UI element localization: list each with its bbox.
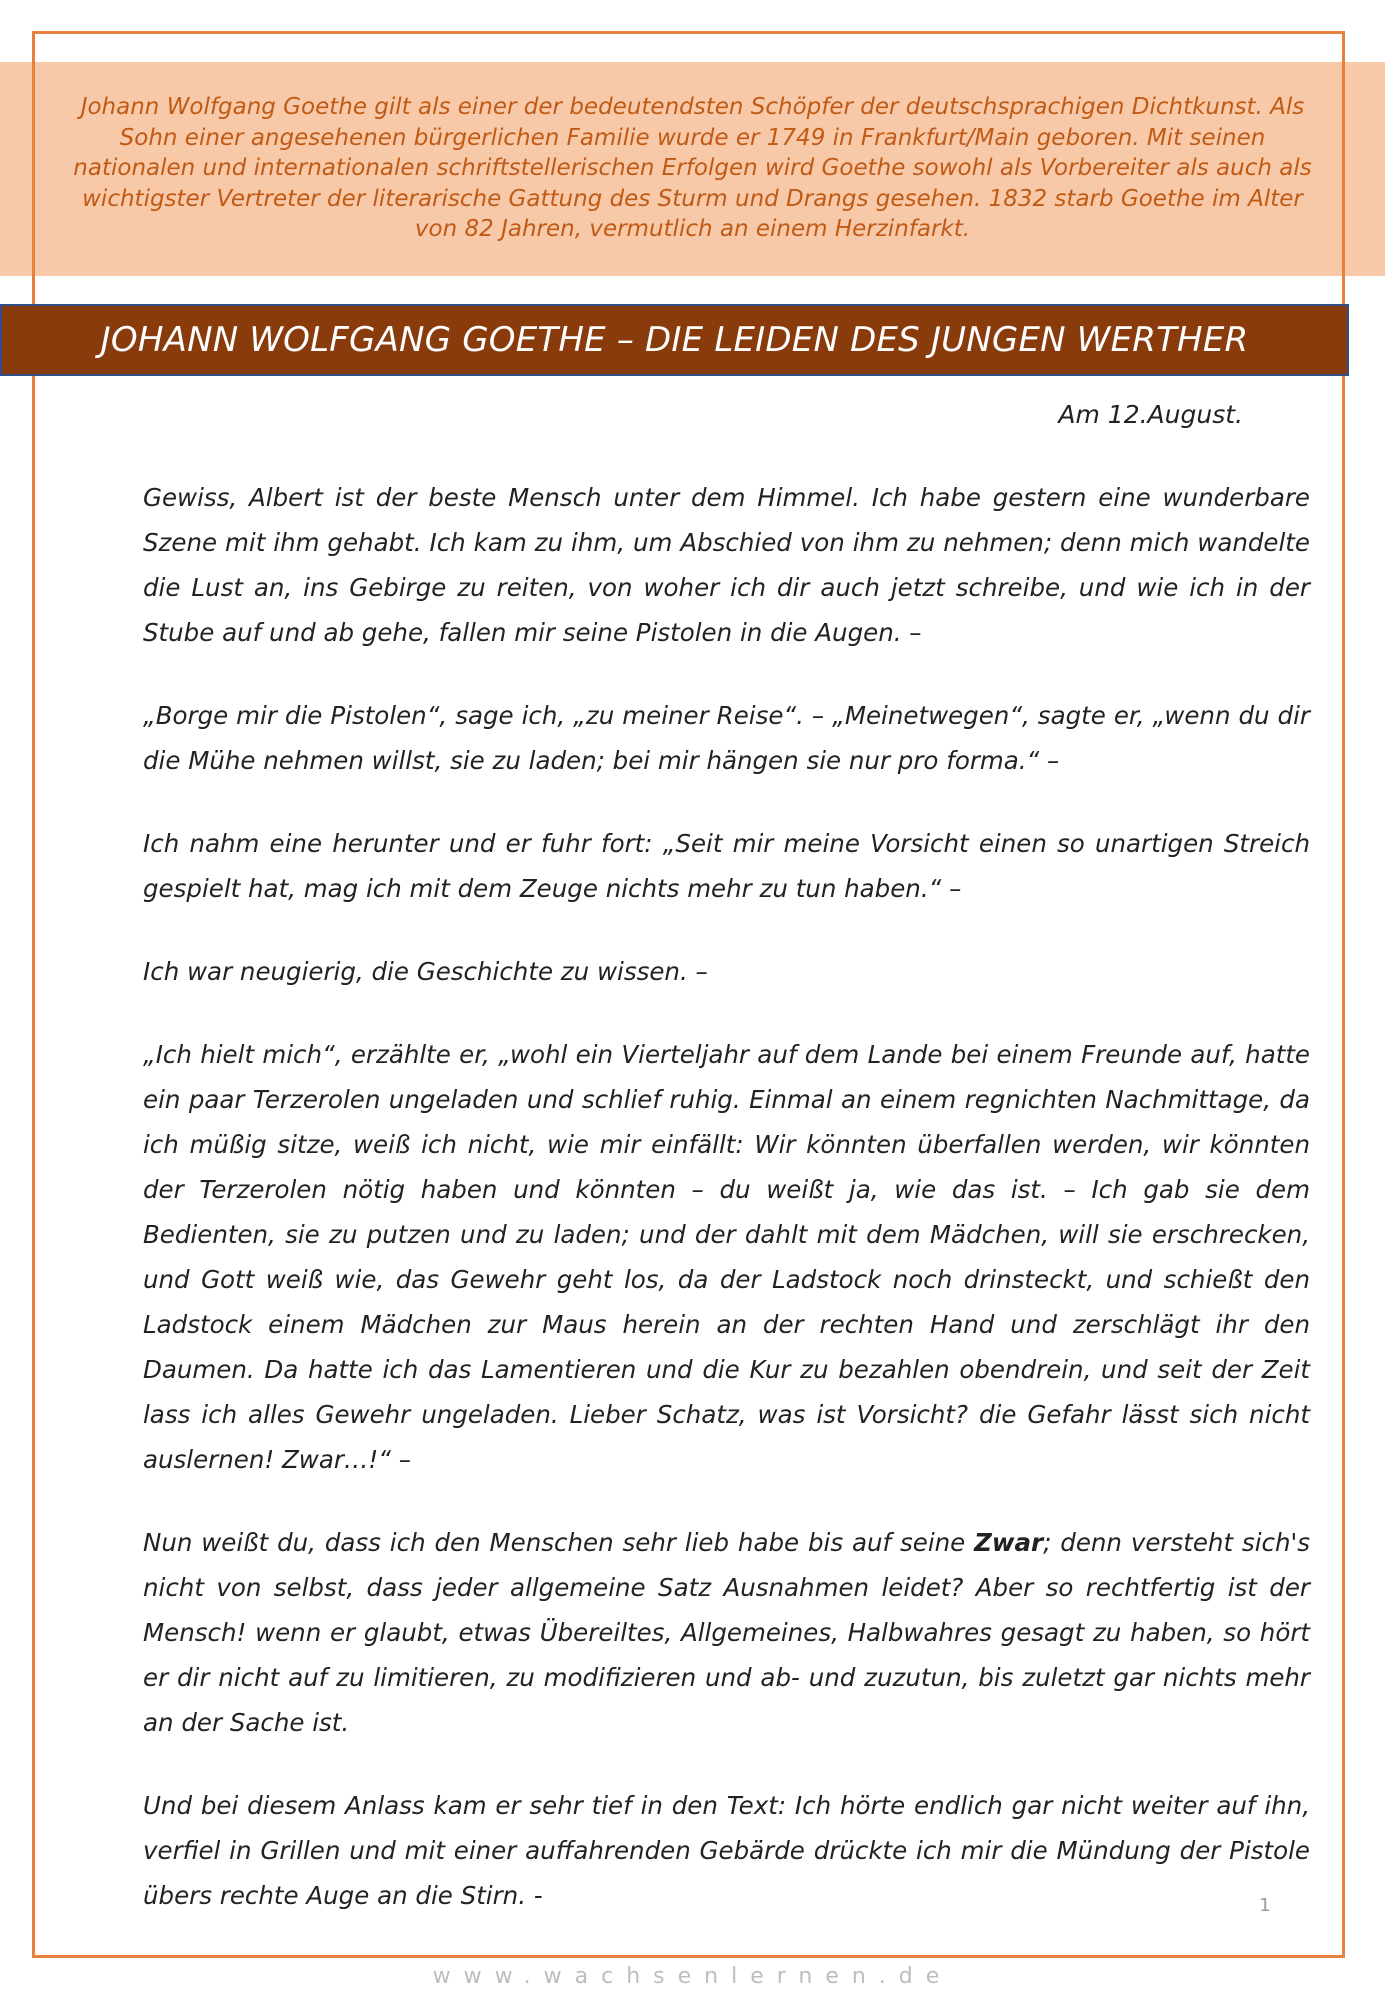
paragraph-7: Und bei diesem Anlass kam er sehr tief in den Text: Ich hörte endlich gar nicht weiter auf ihn, verfiel in Grillen und mit einer auffahrenden Gebärde drückte ich mir die Mündung der Pistole übers rechte Auge an die Stirn. -	[143, 1791, 1310, 1910]
intro-text: Johann Wolfgang Goethe gilt als einer der bedeutendsten Schöpfer der deutschsprachigen Dichtkunst. Als Sohn einer angesehenen bürgerlichen Familie wurde er 1749 in Frankfurt/Main geboren. Mit seinen nationalen und internationalen schriftstellerischen Erfolgen wird Goethe sowohl als Vorbereiter als auch als wichtigster Vertreter der literarische Gattung des Sturm und Drangs gesehen. 1832 starb Goethe im Alter von 82 Jahren, vermutlich an einem Herzinfarkt.	[73, 94, 1312, 242]
paragraph-4: Ich war neugierig, die Geschichte zu wissen. –	[143, 957, 708, 986]
title-bar	[0, 304, 1349, 376]
paragraph-6	[143, 1520, 1310, 1745]
paragraph-6-start: Nun weißt du, dass ich den Menschen sehr lieb habe bis auf seine	[143, 1528, 975, 1557]
letter-body	[143, 475, 1310, 1956]
paragraph-5: „Ich hielt mich“, erzählte er, „wohl ein Vierteljahr auf dem Lande bei einem Freunde auf, hatte ein paar Terzerolen ungeladen und schlief ruhig. Einmal an einem regnichten Nachmittage, da ich müßig sitze, weiß ich nicht, wie mir einfällt: Wir könnten überfallen werden, wir könnten der Terzerolen nötig haben und könnten – du weißt ja, wie das ist. – Ich gab sie dem Bedienten, sie zu putzen und zu laden; und der dahlt mit dem Mädchen, will sie erschrecken, und Gott weiß wie, das Gewehr geht los, da der Ladstock noch drinsteckt, und schießt den Ladstock einem Mädchen zur Maus herein an der rechten Hand und zerschlägt ihr den Daumen. Da hatte ich das Lamentieren und die Kur zu bezahlen obendrein, und seit der Zeit lass ich alles Gewehr ungeladen. Lieber Schatz, was ist Vorsicht? die Gefahr lässt sich nicht auslernen! Zwar…!“ –	[143, 1040, 1310, 1474]
paragraph-6-end: ; denn versteht sich's nicht von selbst, dass jeder allgemeine Satz Ausnahmen leidet? Aber so rechtfertig ist der Mensch! wenn er glaubt, etwas Übereiltes, Allgemeines, Halbwahres gesagt zu haben, so hört er dir nicht auf zu limitieren, zu modifizieren und ab- und zuzutun, bis zuletzt gar nichts mehr an der Sache ist.	[143, 1528, 1310, 1737]
paragraph-1: Gewiss, Albert ist der beste Mensch unter dem Himmel. Ich habe gestern eine wunderbare Szene mit ihm gehabt. Ich kam zu ihm, um Abschied von ihm zu nehmen; denn mich wandelte die Lust an, ins Gebirge zu reiten, von woher ich dir auch jetzt schreibe, und wie ich in der Stube auf und ab gehe, fallen mir seine Pistolen in die Augen. –	[143, 483, 1310, 647]
page-title: JOHANN WOLFGANG GOETHE – DIE LEIDEN DES JUNGEN WERTHER	[100, 320, 1249, 360]
page-number: 1	[1259, 1895, 1271, 1916]
emphasized-word: Zwar	[974, 1528, 1044, 1557]
letter-date: Am 12.August.	[1058, 400, 1243, 429]
footer-url: www.wachsenlernen.de	[432, 1964, 953, 1989]
paragraph-3: Ich nahm eine herunter und er fuhr fort: „Seit mir meine Vorsicht einen so unartigen Streich gespielt hat, mag ich mit dem Zeuge nichts mehr zu tun haben.“ –	[143, 829, 1310, 903]
paragraph-2: „Borge mir die Pistolen“, sage ich, „zu meiner Reise“. – „Meinetwegen“, sagte er, „wenn du dir die Mühe nehmen willst, sie zu laden; bei mir hängen sie nur pro forma.“ –	[143, 701, 1310, 775]
